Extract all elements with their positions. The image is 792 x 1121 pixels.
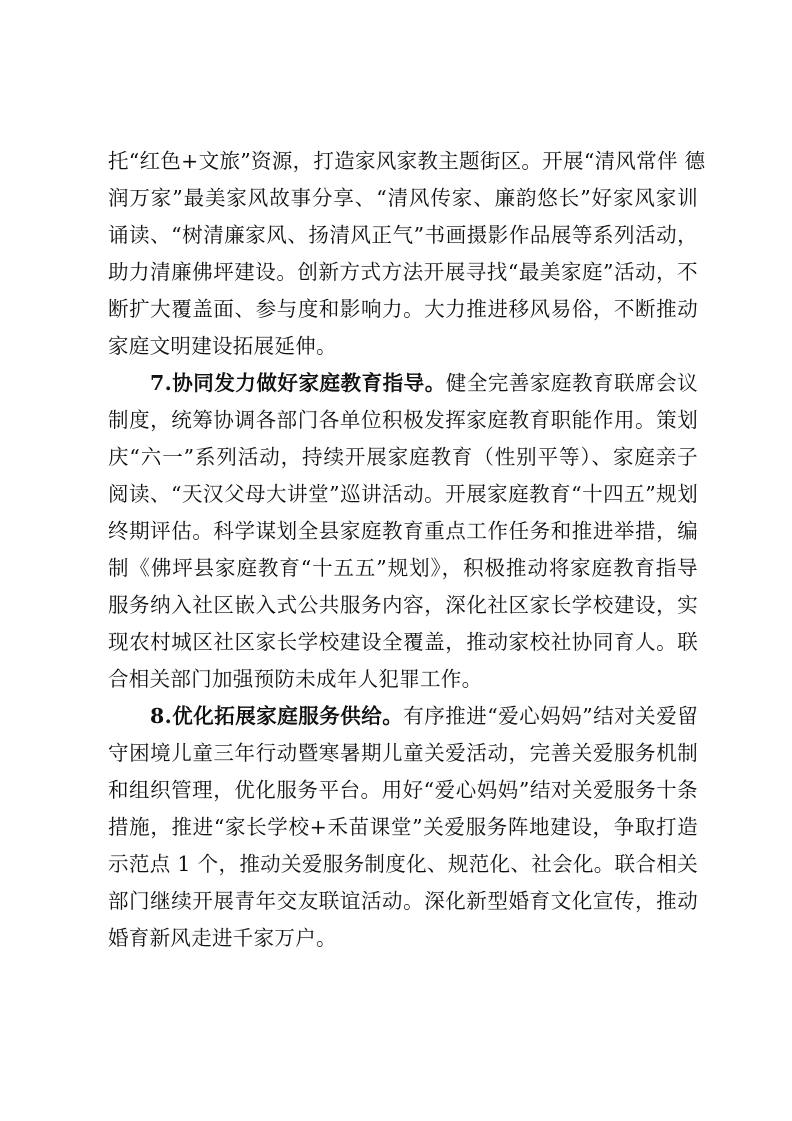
paragraph-1-line-1: 托“红色+文旅”资源，打造家风家教主题街区。开展“清风常伴 德 (108, 149, 706, 173)
paragraph-2-first-line (150, 365, 698, 401)
paragraph-1-line-4: 助力清廉佛坪建设。创新方式方法开展寻找“最美家庭”活动，不 (108, 260, 698, 284)
section-8-heading: 8.优化拓展家庭服务供给。 (150, 704, 404, 728)
paragraph-1-line-3: 诵读、“树清廉家风、扬清风正气”书画摄影作品展等系列活动， (108, 223, 698, 247)
paragraph-2-line-6: 制《佛坪县家庭教育“十五五”规划》，积极推动将家庭教育指导 (108, 556, 698, 580)
paragraph-2-line-5: 终期评估。科学谋划全县家庭教育重点工作任务和推进举措，编 (108, 519, 698, 543)
paragraph-1-line-2: 润万家”最美家风故事分享、“清风传家、廉韵悠长”好家风家训 (108, 186, 698, 210)
paragraph-3-line-6: 部门继续开展青年交友联谊活动。深化新型婚育文化宣传，推动 (108, 889, 698, 913)
paragraph-2-first-line-text: 健全完善家庭教育联席会议 (445, 371, 698, 395)
paragraph-2-line-7: 服务纳入社区嵌入式公共服务内容，深化社区家长学校建设，实 (108, 593, 698, 617)
paragraph-2-line-2: 制度，统筹协调各部门各单位积极发挥家庭教育职能作用。策划 (108, 408, 698, 432)
paragraph-2-line-8: 现农村城区社区家长学校建设全覆盖，推动家校社协同育人。联 (108, 630, 698, 654)
paragraph-3-line-3: 和组织管理，优化服务平台。用好“爱心妈妈”结对关爱服务十条 (108, 778, 698, 802)
paragraph-3-first-line-text: 有序推进“爱心妈妈”结对关爱留 (403, 704, 698, 728)
paragraph-2-line-3: 庆“六一”系列活动，持续开展家庭教育（性别平等）、家庭亲子 (108, 445, 698, 469)
paragraph-1-line-6: 家庭文明建设拓展延伸。 (108, 334, 337, 358)
section-7-heading: 7.协同发力做好家庭教育指导。 (150, 371, 446, 395)
paragraph-3-line-2: 守困境儿童三年行动暨寒暑期儿童关爱活动，完善关爱服务机制 (108, 741, 698, 765)
paragraph-1-line-5: 断扩大覆盖面、参与度和影响力。大力推进移风易俗，不断推动 (108, 297, 698, 321)
paragraph-3-first-line (150, 698, 698, 734)
paragraph-3-line-7: 婚育新风走进千家万户。 (108, 926, 337, 950)
paragraph-3-line-4: 措施，推进“家长学校+禾苗课堂”关爱服务阵地建设，争取打造 (108, 815, 698, 839)
paragraph-2-line-4: 阅读、“天汉父母大讲堂”巡讲活动。开展家庭教育“十四五”规划 (108, 482, 698, 506)
paragraph-3-line-5: 示范点 1 个，推动关爱服务制度化、规范化、社会化。联合相关 (108, 852, 698, 876)
paragraph-2-line-9: 合相关部门加强预防未成年人犯罪工作。 (108, 667, 483, 691)
